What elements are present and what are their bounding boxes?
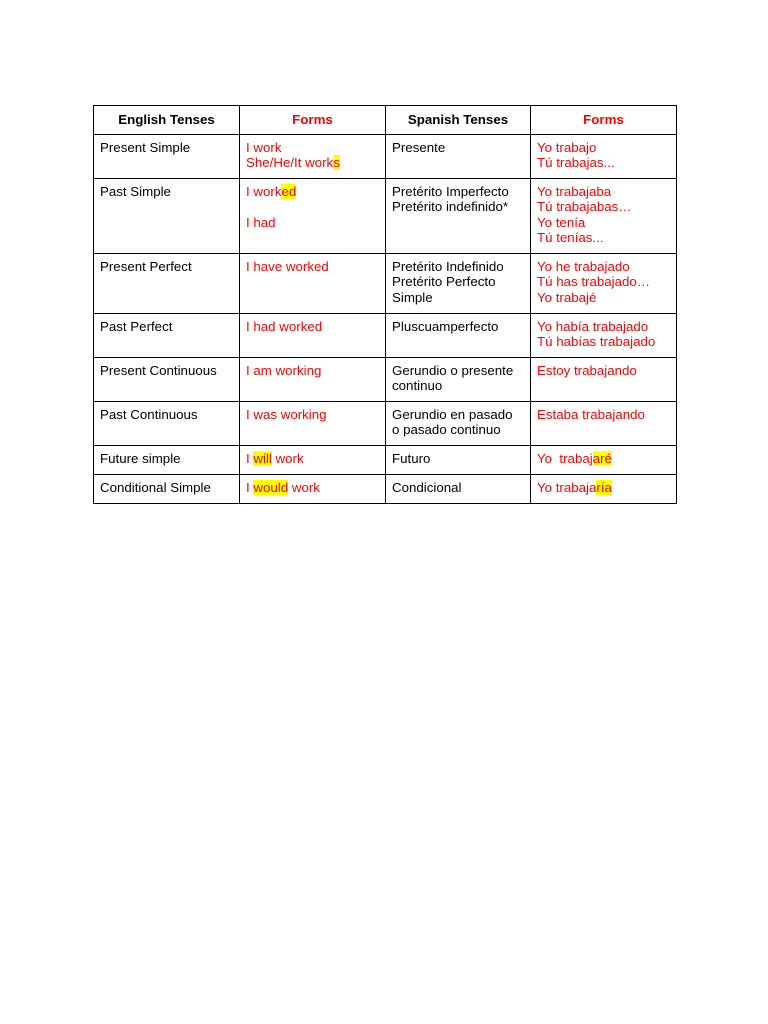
table-header-row — [94, 106, 677, 135]
highlight-mark: ría — [596, 479, 612, 495]
spanish-form: Yo tenía — [537, 214, 586, 230]
tenses-table — [93, 105, 677, 504]
spanish-tense-label: Simple — [392, 289, 433, 305]
english-form: I will work — [246, 450, 304, 466]
english-tense-label: Conditional Simple — [100, 479, 211, 495]
spanish-tense-label: Gerundio en pasado — [392, 406, 513, 422]
spanish-form: Tú trabajas... — [537, 155, 615, 170]
spanish-tense-cell — [386, 253, 531, 313]
table-row — [94, 313, 677, 357]
spanish-tense-label: Pretérito Imperfecto — [392, 183, 509, 199]
table-row — [94, 445, 677, 474]
english-form: I work — [246, 139, 282, 155]
spanish-forms-cell — [531, 357, 677, 401]
spanish-form: Estoy trabajando — [537, 362, 637, 378]
english-tense-label: Present Simple — [100, 139, 191, 155]
english-form: I would work — [246, 479, 320, 495]
english-tense-cell — [94, 401, 240, 445]
english-forms-cell — [240, 474, 386, 503]
english-tense-label: Past Perfect — [100, 318, 173, 334]
table-row — [94, 253, 677, 313]
spanish-forms-cell — [531, 253, 677, 313]
spanish-tense-label: continuo — [392, 378, 443, 393]
spanish-forms-cell — [531, 445, 677, 474]
spanish-form: Yo trabajo — [537, 139, 597, 155]
spanish-forms-cell — [531, 178, 677, 253]
spanish-tense-cell — [386, 445, 531, 474]
spanish-tense-label: o pasado continuo — [392, 422, 501, 437]
spanish-form: Estaba trabajando — [537, 406, 645, 422]
header-forms-english: Forms — [240, 106, 386, 135]
english-tense-label: Present Perfect — [100, 258, 192, 274]
english-forms-cell — [240, 401, 386, 445]
spanish-tense-cell — [386, 134, 531, 178]
spanish-form: Tú tenías... — [537, 230, 604, 245]
spanish-tense-cell — [386, 178, 531, 253]
spanish-form: Tú trabajabas… — [537, 199, 632, 214]
english-forms-cell — [240, 357, 386, 401]
spanish-tense-label: Presente — [392, 139, 446, 155]
table-row — [94, 357, 677, 401]
english-form: I had worked — [246, 318, 323, 334]
spanish-tense-label: Gerundio o presente — [392, 362, 514, 378]
highlight-mark: will — [253, 450, 272, 466]
spanish-forms-cell — [531, 474, 677, 503]
english-tense-cell — [94, 474, 240, 503]
header-english-tenses: English Tenses — [94, 106, 240, 135]
spanish-form: Tú habías trabajado — [537, 334, 656, 349]
english-tense-label: Past Continuous — [100, 406, 198, 422]
english-forms-cell — [240, 253, 386, 313]
spanish-tense-label: Pretérito Indefinido — [392, 258, 504, 274]
spanish-tense-cell — [386, 474, 531, 503]
english-tense-cell — [94, 357, 240, 401]
table-row — [94, 134, 677, 178]
english-tense-cell — [94, 445, 240, 474]
spanish-form: Yo trabajaba — [537, 183, 612, 199]
spanish-form: Yo había trabajado — [537, 318, 649, 334]
english-forms-cell — [240, 178, 386, 253]
spanish-form: Yo trabajé — [537, 289, 597, 305]
english-tense-label: Past Simple — [100, 183, 171, 199]
english-forms-cell — [240, 445, 386, 474]
table-row — [94, 401, 677, 445]
table-row — [94, 178, 677, 253]
spanish-tense-label: Condicional — [392, 479, 462, 495]
english-tense-cell — [94, 313, 240, 357]
highlight-mark: ed — [281, 183, 297, 199]
header-spanish-tenses: Spanish Tenses — [386, 106, 531, 135]
highlight-mark: aré — [592, 450, 612, 466]
spanish-tense-label: Pretérito Perfecto — [392, 274, 496, 289]
spanish-form: Yo trabajaría — [537, 479, 612, 495]
english-form: She/He/It works — [246, 155, 340, 170]
highlight-mark: would — [253, 479, 289, 495]
english-form: I worked — [246, 183, 297, 199]
english-tense-label: Future simple — [100, 450, 181, 466]
english-form: I am working — [246, 362, 322, 378]
spanish-tense-label: Futuro — [392, 450, 431, 466]
english-tense-cell — [94, 253, 240, 313]
english-tense-label: Present Continuous — [100, 362, 217, 378]
spanish-form: Yo he trabajado — [537, 258, 630, 274]
spanish-tense-label: Pluscuamperfecto — [392, 318, 499, 334]
blank-line — [246, 199, 379, 215]
english-form: I have worked — [246, 258, 329, 274]
spanish-form: Tú has trabajado… — [537, 274, 651, 289]
highlight-mark: s — [333, 155, 340, 170]
english-forms-cell — [240, 313, 386, 357]
english-tense-cell — [94, 178, 240, 253]
spanish-forms-cell — [531, 401, 677, 445]
header-forms-spanish: Forms — [531, 106, 677, 135]
spanish-tense-cell — [386, 401, 531, 445]
spanish-form: Yo trabajaré — [537, 450, 612, 466]
english-form: I was working — [246, 406, 327, 422]
spanish-tense-cell — [386, 313, 531, 357]
spanish-forms-cell — [531, 313, 677, 357]
english-tense-cell — [94, 134, 240, 178]
spanish-forms-cell — [531, 134, 677, 178]
spanish-tense-label: Pretérito indefinido* — [392, 199, 509, 214]
spanish-tense-cell — [386, 357, 531, 401]
english-form: I had — [246, 214, 276, 230]
english-forms-cell — [240, 134, 386, 178]
table-row — [94, 474, 677, 503]
